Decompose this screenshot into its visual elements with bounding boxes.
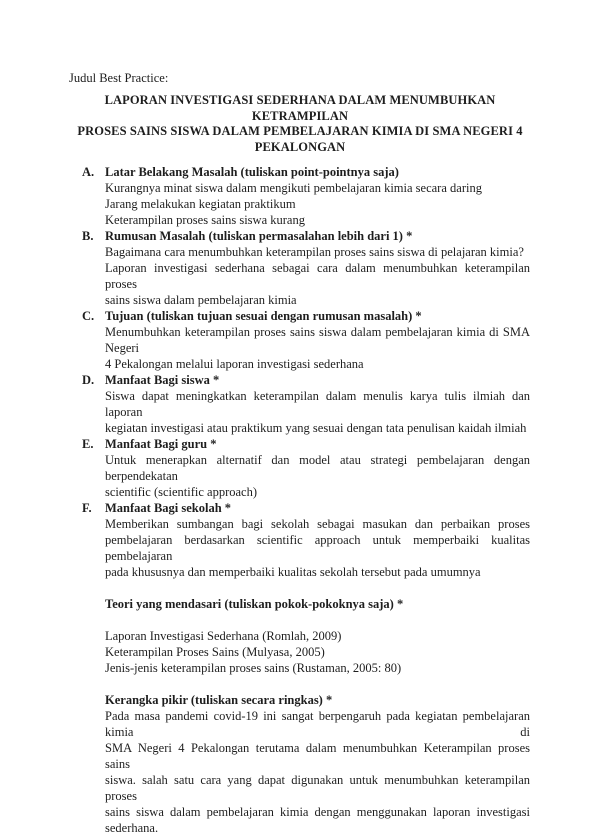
section-line: Kurangnya minat siswa dalam mengikuti pembelajaran kimia secara daring	[105, 181, 482, 195]
section-heading	[0, 500, 600, 516]
section-line: sains siswa dalam pembelajaran kimia	[105, 293, 297, 307]
section-line: Menumbuhkan keterampilan proses sains siswa dalam pembelajaran kimia di SMA Negeri	[105, 325, 530, 355]
framework-section	[0, 692, 600, 836]
section-letter: E.	[82, 437, 94, 451]
section-line: pembelajaran berdasarkan scientific approach untuk memperbaiki kualitas pembelajaran	[105, 533, 530, 563]
section-line: kegiatan investigasi atau praktikum yang sesuai dengan tata penulisan kaidah ilmiah	[105, 421, 527, 435]
section-heading-text: Manfaat Bagi sekolah *	[105, 501, 232, 515]
section-letter: F.	[82, 501, 92, 515]
theory-section	[0, 596, 600, 676]
section-body	[0, 516, 530, 580]
framework-heading: Kerangka pikir (tuliskan secara ringkas) *	[105, 693, 333, 707]
section-line: pada khususnya dan memperbaiki kualitas sekolah tersebut pada umumnya	[105, 565, 481, 579]
theory-line: Jenis-jenis keterampilan proses sains (Rustaman, 2005: 80)	[105, 661, 402, 675]
section-heading	[0, 308, 600, 324]
spacer	[0, 580, 600, 596]
framework-line: sederhana.	[105, 821, 159, 835]
theory-line: Keterampilan Proses Sains (Mulyasa, 2005)	[105, 645, 325, 659]
section-line: Siswa dapat meningkatkan keterampilan dalam menulis karya tulis ilmiah dan laporan	[105, 389, 530, 419]
section-line: Bagaimana cara menumbuhkan keterampilan proses sains siswa di pelajaran kimia?	[105, 245, 524, 259]
section-heading-text: Manfaat Bagi guru *	[105, 437, 217, 451]
document-title	[60, 93, 540, 155]
framework-line: siswa. salah satu cara yang dapat digunakan untuk menumbuhkan keterampilan proses	[105, 773, 530, 803]
section-line: Laporan investigasi sederhana sebagai cara dalam menumbuhkan keterampilan proses	[105, 261, 530, 291]
section-line: Untuk menerapkan alternatif dan model atau strategi pembelajaran dengan berpendekatan	[105, 453, 530, 483]
framework-line: Pada masa pandemi covid-19 ini sangat berpengaruh pada kegiatan pembelajaran kimia di	[105, 709, 530, 739]
section-line: Memberikan sumbangan bagi sekolah sebagai masukan dan perbaikan proses	[105, 517, 530, 531]
section-heading-text: Latar Belakang Masalah (tuliskan point-pointnya saja)	[105, 165, 399, 179]
section-body	[0, 388, 530, 436]
section-heading	[0, 372, 600, 388]
section-letter: D.	[82, 373, 95, 387]
section-line: Keterampilan proses sains siswa kurang	[105, 213, 305, 227]
theory-body	[0, 628, 530, 676]
sections	[0, 164, 600, 836]
section-line: 4 Pekalongan melalui laporan investigasi sederhana	[105, 357, 364, 371]
section-b	[0, 228, 600, 308]
section-a	[0, 164, 600, 228]
section-heading	[0, 228, 600, 244]
section-letter: B.	[82, 229, 94, 243]
framework-line: SMA Negeri 4 Pekalongan terutama dalam menumbuhkan Keterampilan proses sains	[105, 741, 530, 771]
section-line: scientific (scientific approach)	[105, 485, 258, 499]
title-line: LAPORAN INVESTIGASI SEDERHANA DALAM MENUMBUHKAN KETRAMPILAN	[104, 93, 496, 123]
section-body	[0, 180, 530, 228]
section-heading	[0, 436, 600, 452]
header-label: Judul Best Practice:	[69, 71, 169, 85]
section-heading	[0, 164, 600, 180]
section-e	[0, 436, 600, 500]
section-heading-text: Manfaat Bagi siswa *	[105, 373, 220, 387]
section-line: Jarang melakukan kegiatan praktikum	[105, 197, 296, 211]
section-body	[0, 324, 530, 372]
section-body	[0, 244, 530, 308]
framework-body	[0, 708, 530, 836]
section-letter: A.	[82, 165, 95, 179]
title-line: PROSES SAINS SISWA DALAM PEMBELAJARAN KIMIA DI SMA NEGERI 4	[77, 124, 523, 138]
theory-heading: Teori yang mendasari (tuliskan pokok-pokoknya saja) *	[105, 597, 404, 611]
section-d	[0, 372, 600, 436]
spacer	[0, 676, 600, 692]
title-line: PEKALONGAN	[254, 139, 346, 154]
section-c	[0, 308, 600, 372]
spacer	[0, 612, 600, 628]
section-letter: C.	[82, 309, 95, 323]
section-heading-text: Rumusan Masalah (tuliskan permasalahan lebih dari 1) *	[105, 229, 413, 243]
section-f	[0, 500, 600, 580]
section-heading-text: Tujuan (tuliskan tujuan sesuai dengan rumusan masalah) *	[105, 309, 422, 323]
theory-line: Laporan Investigasi Sederhana (Romlah, 2009)	[105, 629, 342, 643]
section-body	[0, 452, 530, 500]
framework-line: sains siswa dalam pembelajaran kimia dengan menggunakan laporan investigasi	[105, 805, 530, 819]
